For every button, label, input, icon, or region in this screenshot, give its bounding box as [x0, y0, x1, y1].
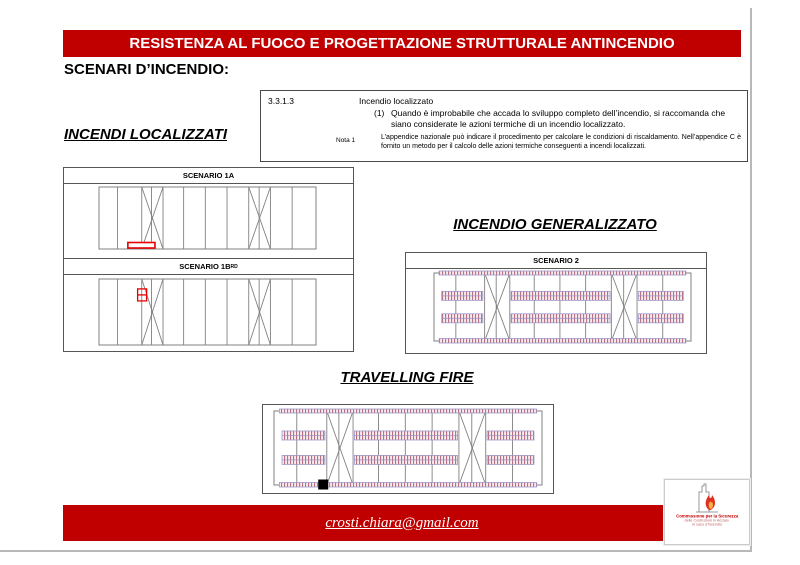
scenario-1b-label: SCENARIO 1B: [179, 262, 231, 271]
page-subtitle: SCENARI D’INCENDIO:: [64, 61, 230, 78]
fire-hatch-strip: [279, 409, 536, 413]
scenario-2-titlebar: [406, 253, 706, 269]
heading-incendio-generalizzato: INCENDIO GENERALIZZATO: [453, 216, 657, 233]
commission-flame-logo-icon: [692, 482, 722, 514]
clause-note-text: L’appendice nazionale può indicare il procedimento per calcolare le condizioni di riscaldamento. Nell’appendice C è fornito un metodo per il calcolo delle azioni termiche conseguenti a incendi localizzati.: [381, 134, 741, 151]
slide-edge-right: [750, 8, 752, 552]
fire-hatch-strip: [279, 483, 536, 488]
scenario-1a-titlebar: [64, 168, 353, 184]
footer-banner: [63, 505, 741, 541]
fire-hatch-strip: [439, 339, 686, 344]
travelling-fire-box: [262, 404, 554, 494]
header-title: RESISTENZA AL FUOCO E PROGETTAZIONE STRUTTURALE ANTINCENDIO: [129, 35, 675, 52]
logo-box: [664, 479, 750, 545]
logo-text-line1: Commissione per la Sicurezza: [675, 514, 739, 520]
scenario-1a-drawing: [64, 183, 353, 258]
scenario-2-drawing: [406, 268, 706, 353]
heading-incendi-localizzati: INCENDI LOCALIZZATI: [64, 126, 228, 143]
clause-item-text: Quando è improbabile che accada lo sviluppo completo dell’incendio, si raccomanda che siano considerate le azioni termiche di un incendio localizzato.: [391, 108, 726, 129]
clause-item-marker: (1): [374, 108, 385, 118]
fire-marker-1a: [128, 243, 155, 249]
fire-hatch-strip: [439, 271, 686, 275]
heading-travelling-fire: TRAVELLING FIRE: [340, 369, 474, 386]
scenario-1a-label: SCENARIO 1A: [182, 171, 235, 180]
travelling-fire-drawing: [263, 405, 553, 493]
clause-title: Incendio localizzato: [359, 96, 434, 106]
logo-text-line3: in caso d’Incendio: [692, 523, 722, 527]
clause-number: 3.3.1.3: [268, 96, 294, 106]
generalized-scenario-box: [405, 252, 707, 354]
travelling-fire-marker: [318, 480, 328, 490]
norm-clause-box: [260, 90, 748, 162]
header-banner: [63, 30, 741, 57]
localized-scenarios-box: [63, 167, 354, 352]
clause-item: [374, 108, 740, 129]
slide-edge-bottom: [0, 550, 752, 552]
footer-email-link[interactable]: crosti.chiara@gmail.com: [325, 514, 479, 531]
scenario-2-label: SCENARIO 2: [533, 256, 579, 265]
clause-note-label: Nota 1: [336, 137, 356, 144]
logo-text-line2: delle Costruzioni in Acciaio: [684, 519, 730, 523]
scenario-1b-subscript: RD: [230, 263, 238, 270]
scenario-1b-drawing: [64, 273, 353, 351]
